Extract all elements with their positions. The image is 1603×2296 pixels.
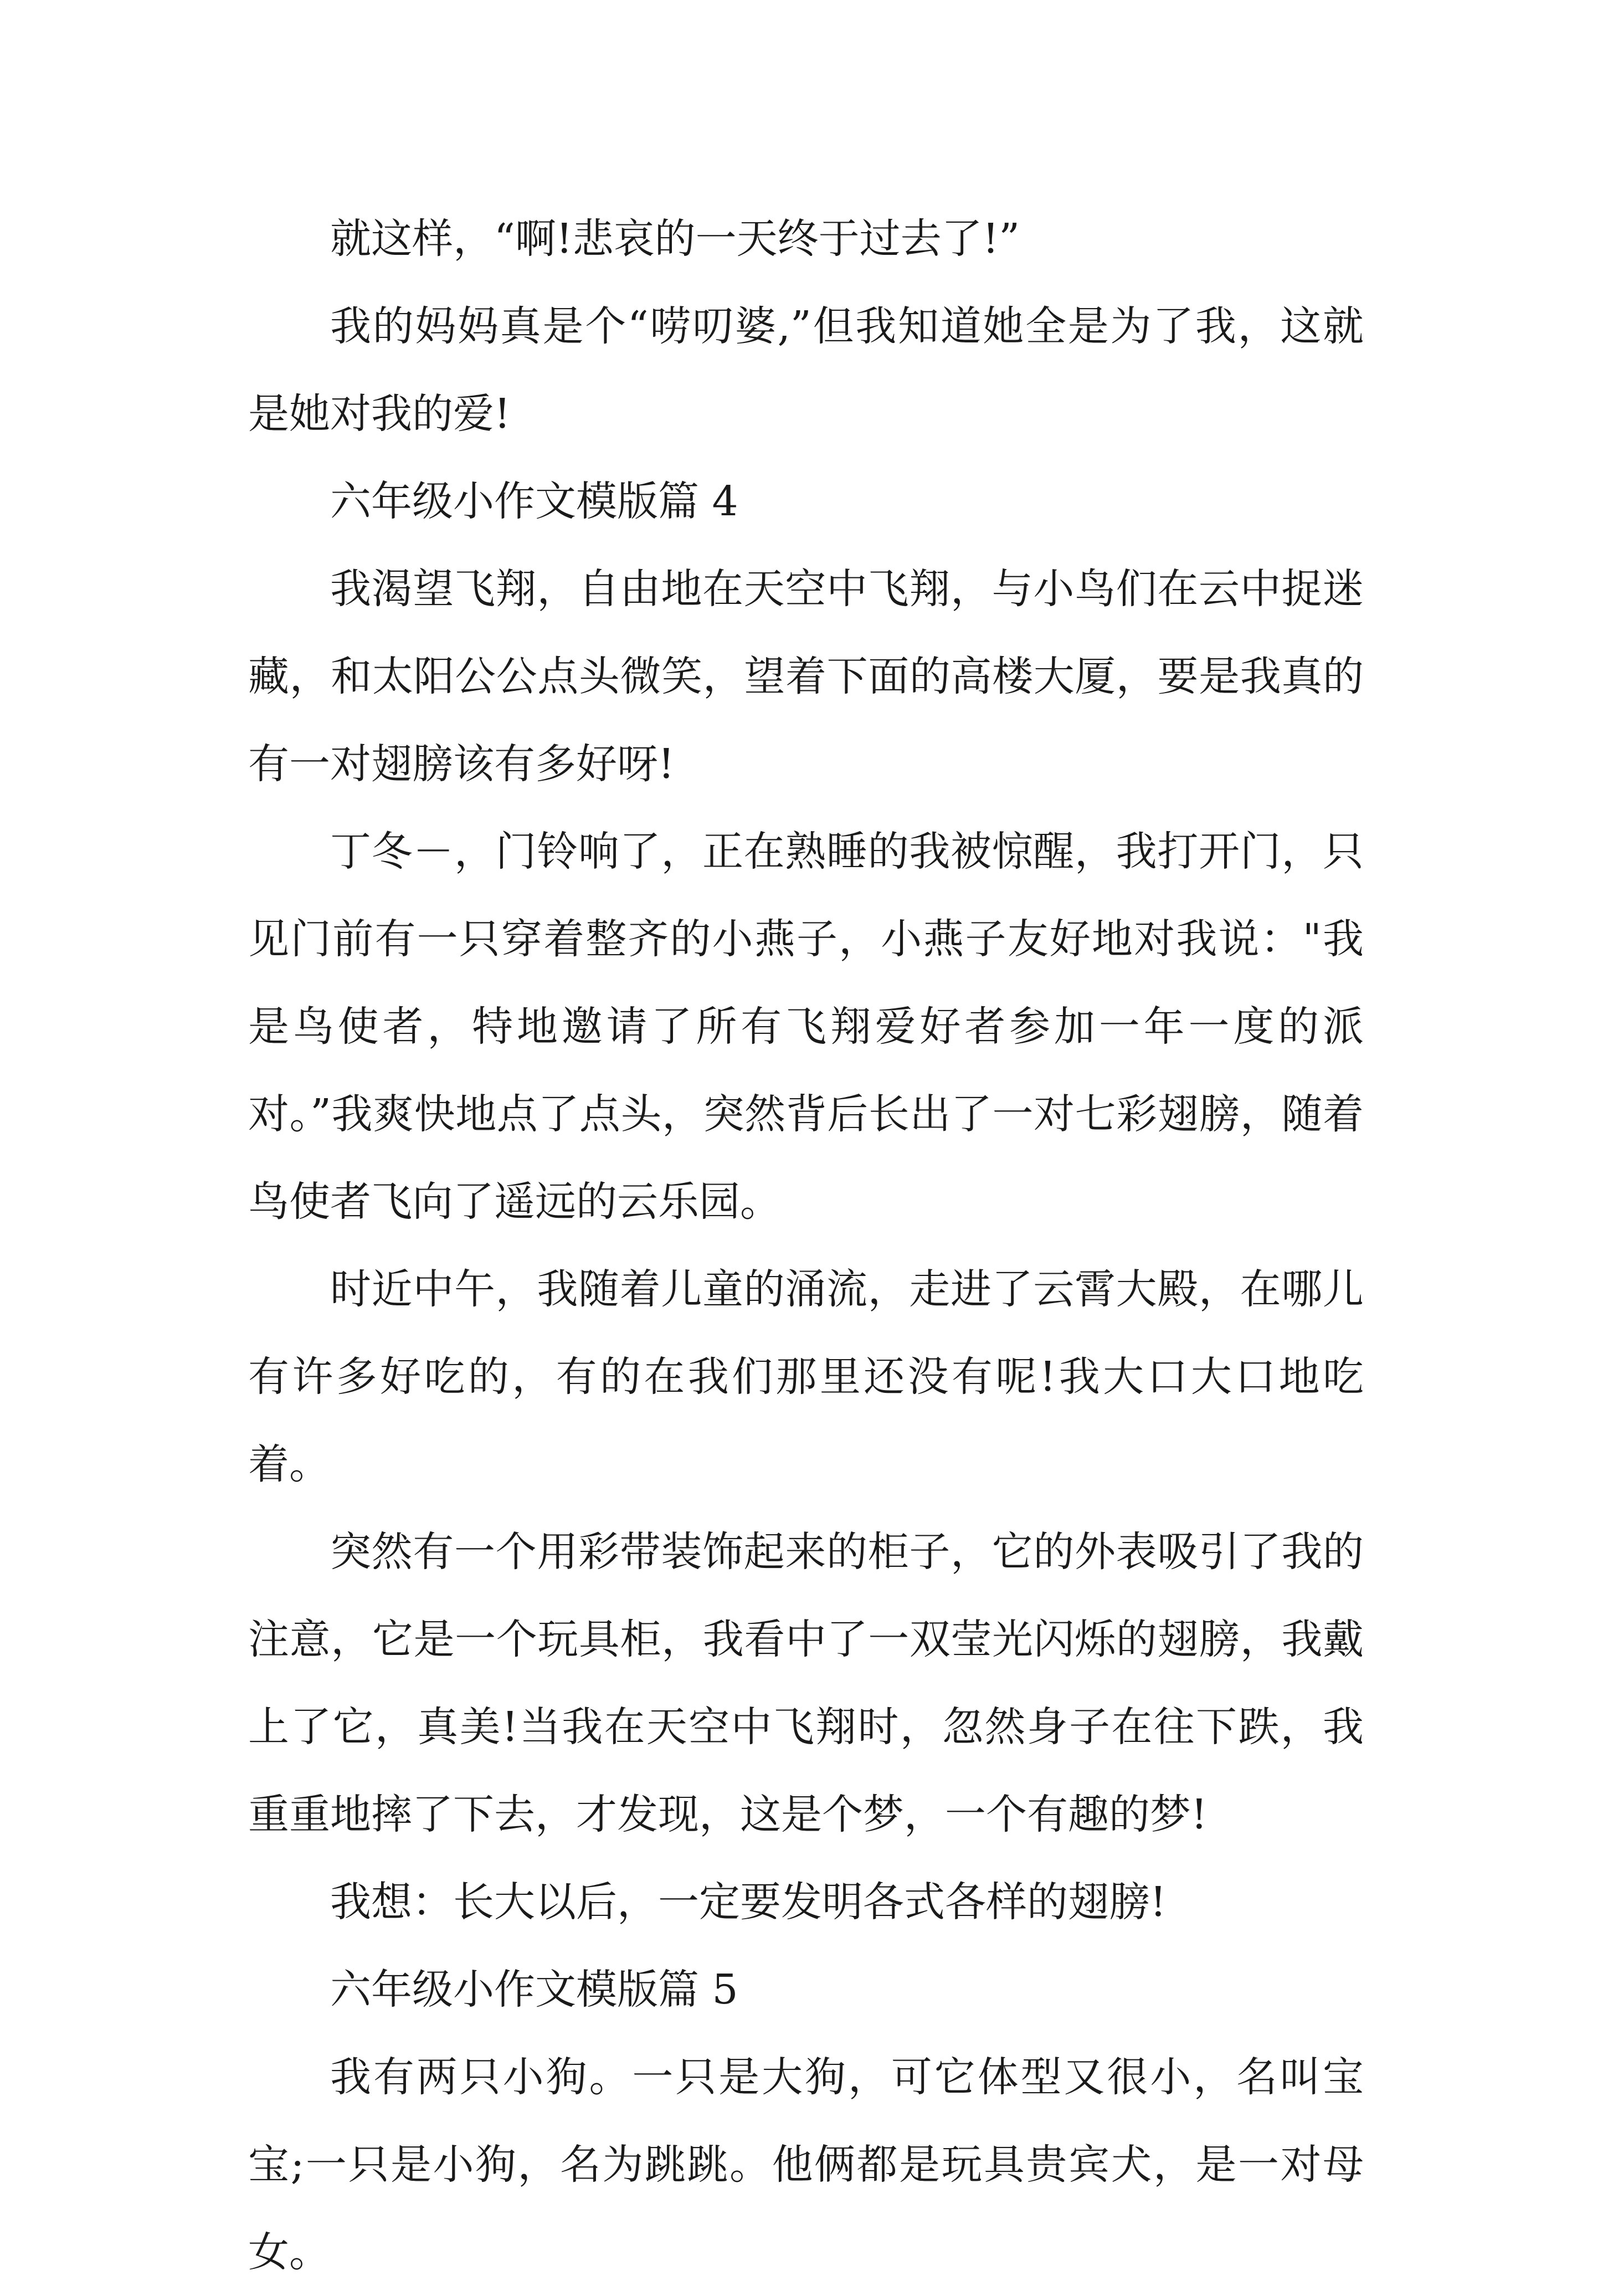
- section-heading-4: 六年级小作文模版篇 4: [330, 478, 738, 525]
- paragraph-6: 突然有一个用彩带装饰起来的柜子，它的外表吸引了我的注意，它是一个玩具柜，我看中了一双莹光闪烁的翅膀，我戴上了它，真美!当我在天空中飞翔时，忽然身子在往下跌，我重重地摔了下去，才发现，这是个梦，一个有趣的梦!: [248, 1528, 1364, 1838]
- paragraph-2: 我的妈妈真是个“唠叨婆,”但我知道她全是为了我，这就是她对我的爱!: [248, 303, 1364, 438]
- paragraph-7: 我想：长大以后，一定要发明各式各样的翅膀!: [330, 1878, 1167, 1926]
- paragraph-1: 就这样，“啊!悲哀的一天终于过去了!”: [330, 215, 1020, 263]
- paragraph-3: 我渴望飞翔，自由地在天空中飞翔，与小鸟们在云中捉迷藏，和太阳公公点头微笑，望着下面的高楼大厦，要是我真的有一对翅膀该有多好呀!: [248, 565, 1364, 788]
- section-heading-5: 六年级小作文模版篇 5: [330, 1966, 738, 2013]
- paragraph-4: 丁冬－，门铃响了，正在熟睡的我被惊醒，我打开门，只见门前有一只穿着整齐的小燕子，小燕子友好地对我说："我是鸟使者，特地邀请了所有飞翔爱好者参加一年一度的派对。”我爽快地点了点头，突然背后长出了一对七彩翅膀，随着鸟使者飞向了遥远的云乐园。: [248, 828, 1364, 1226]
- paragraph-5: 时近中午，我随着儿童的涌流，走进了云霄大殿，在哪儿有许多好吃的，有的在我们那里还没有呢!我大口大口地吃着。: [248, 1265, 1364, 1488]
- paragraph-8: 我有两只小狗。一只是大狗，可它体型又很小，名叫宝宝;一只是小狗，名为跳跳。他俩都是玩具贵宾犬，是一对母女。: [248, 2053, 1364, 2276]
